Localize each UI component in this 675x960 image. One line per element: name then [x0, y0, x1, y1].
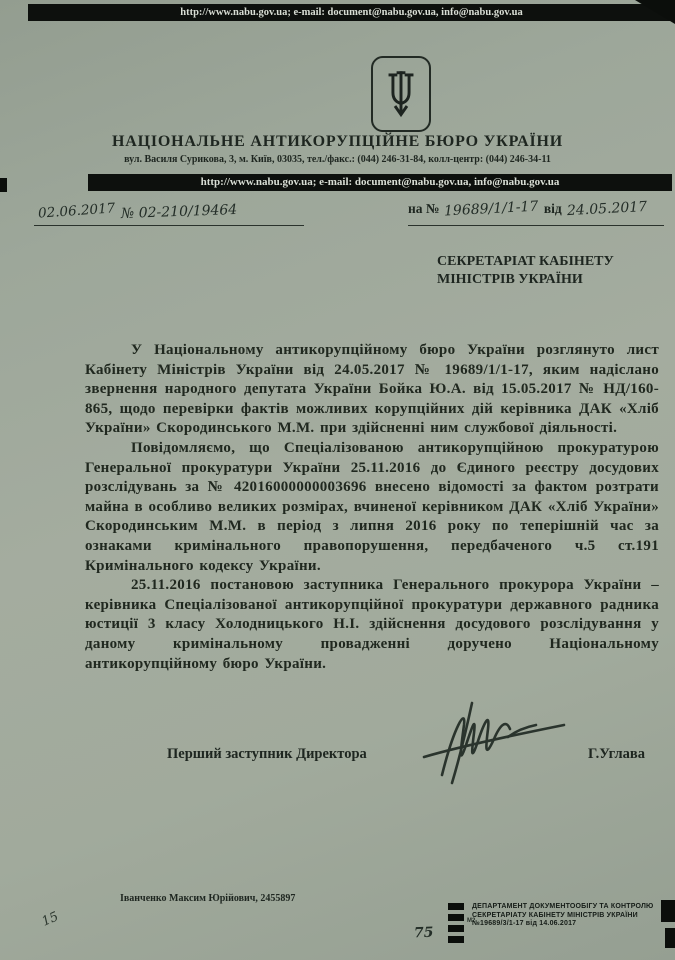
handwritten-signature — [412, 693, 580, 793]
bar-mark — [448, 914, 464, 921]
top-url-strip — [28, 4, 675, 21]
corner-handwritten-note: 15 — [39, 909, 61, 930]
recipient-line-2: МІНІСТРІВ УКРАЇНИ — [437, 272, 583, 287]
org-name: НАЦІОНАЛЬНЕ АНТИКОРУПЦІЙНЕ БЮРО УКРАЇНИ — [112, 133, 563, 150]
body-paragraph-1: У Національному антикорупційному бюро України розглянуто лист Кабінету Міністрів України від 24.05.2017 № 19689/1/1-17, яким надіслано звернення народного депутата України Бойка Ю.А. від 15.05.2017 № НД/160-865, щодо перевірки фактів можливих корупційних дій керівника ДАК «Хліб України» Скородинського М.М. при здійсненні ним службової діяльності. — [85, 342, 659, 437]
tryzub-icon — [379, 65, 423, 123]
incoming-date-handwritten: 24.05.2017 — [566, 198, 648, 220]
signer-name: Г.Углава — [588, 746, 645, 762]
body-paragraph-3: 25.11.2016 постановою заступника Генерального прокурора України – керівника Спеціалізованої антикорупційної прокуратури державного радника юстиції 3 класу Холодницького Н.І. здійснення досудового розслідування у даному кримінальному провадженні доручено Національному антикорупційному бюро України. — [85, 577, 659, 672]
outgoing-number-handwritten: № 02-210/19464 — [120, 201, 238, 223]
bar-mark — [448, 925, 464, 932]
incoming-ref-underline — [408, 207, 664, 226]
received-stamp — [472, 903, 674, 929]
scan-edge-artifact-bottom-right-1 — [661, 900, 675, 922]
bar-mark — [448, 903, 464, 910]
recipient-block — [437, 253, 667, 289]
outgoing-date-handwritten: 02.06.2017 — [37, 200, 116, 222]
body-paragraph-2: Повідомляємо, що Спеціалізованою антикорупційною прокуратурою Генеральної прокуратури України 25.11.2016 до Єдиного реєстру досудових розслідувань за № 42016000000003696 внесено відомості за фактом розтрати майна в особливо великих розмірах, вчиненої керівником ДАК «Хліб України» Скородинським М.М. в період з липня 2016 року по теперішній час за ознаками кримінального правопорушення, передбаченого ч.5 ст.191 Кримінального кодексу України. — [85, 439, 659, 574]
incoming-vid-label: від — [543, 201, 562, 216]
scan-edge-artifact-left — [0, 178, 7, 192]
stamp-line-3: №19689/3/1-17 від 14.06.2017 — [472, 920, 577, 928]
scan-edge-artifact-bottom-right-2 — [665, 928, 675, 948]
edge-code-label: М2 — [467, 918, 476, 924]
incoming-prefix: на № — [408, 201, 440, 216]
registration-bar-marks — [448, 903, 466, 943]
stamp-line-2: СЕКРЕТАРІАТУ КАБІНЕТУ МІНІСТРІВ УКРАЇНИ — [472, 911, 638, 919]
bar-mark — [448, 936, 464, 943]
top-url-text: http://www.nabu.gov.ua; e-mail: document@nabu.gov.ua, info@nabu.gov.ua — [180, 7, 523, 18]
recipient-line-1: СЕКРЕТАРІАТ КАБІНЕТУ — [437, 254, 614, 269]
outgoing-ref-underline — [34, 207, 304, 226]
executor-note: Іванченко Максим Юрійович, 2455897 — [120, 893, 296, 904]
incoming-number-handwritten: 19689/1/1-17 — [444, 198, 540, 220]
letter-body — [85, 341, 659, 674]
contact-strip — [88, 174, 672, 191]
stamp-line-1: ДЕПАРТАМЕНТ ДОКУМЕНТООБІГУ ТА КОНТРОЛЮ — [472, 903, 654, 910]
contact-strip-text: http://www.nabu.gov.ua; e-mail: document@nabu.gov.ua, info@nabu.gov.ua — [200, 176, 560, 188]
tryzub-emblem — [371, 56, 431, 132]
org-address: вул. Василя Сурикова, 3, м. Київ, 03035, тел./факс.: (044) 246-31-84, колл-центр: (044) 246-34-11 — [124, 154, 551, 165]
signer-role: Перший заступник Директора — [167, 746, 367, 762]
page-number-handwritten: 75 — [413, 924, 434, 942]
